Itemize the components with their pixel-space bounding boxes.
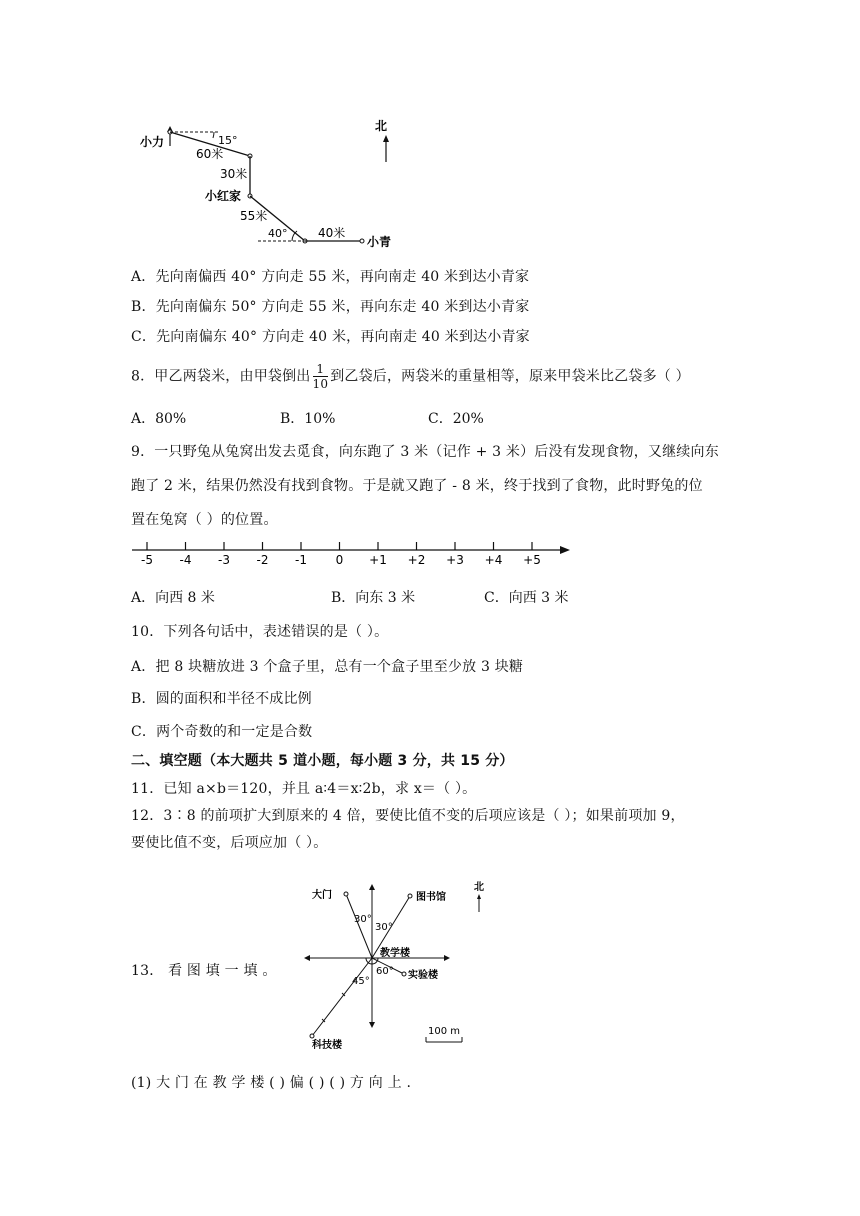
q11: 11．已知 a×b＝120，并且 a∶4＝x∶2b，求 x＝（ ）。 — [131, 781, 477, 797]
q10-option-b: B．圆的面积和半径不成比例 — [131, 691, 312, 707]
q12-line-2: 要使比值不变，后项应加（ ）。 — [131, 835, 328, 851]
q8-option-b: B．10% — [280, 411, 336, 427]
q9-line-1: 9．一只野兔从兔窝出发去觅食，向东跑了 3 米（记作 + 3 米）后没有发现食物，又继续向东 — [131, 444, 719, 460]
q13-sub-1: (1) 大 门 在 教 学 楼 ( ) 偏 ( ) ( ) 方 向 上 . — [131, 1075, 412, 1091]
dist-55: 55米 — [240, 209, 268, 223]
campus-map — [296, 876, 496, 1056]
angle-45: 45° — [352, 976, 370, 987]
number-line-tick-label: +1 — [369, 553, 387, 567]
north-label: 北 — [374, 119, 388, 133]
xiaoqing-label: 小青 — [367, 235, 392, 249]
number-line-tick-label: -2 — [256, 553, 269, 567]
dist-60: 60米 — [196, 147, 224, 161]
north-label-2: 北 — [474, 882, 484, 893]
q8-stem — [131, 362, 690, 391]
q8-fraction — [313, 362, 329, 391]
number-line-tick-label: -1 — [295, 553, 307, 567]
number-line-tick-label: 0 — [335, 553, 344, 567]
q9-option-b: B．向东 3 米 — [331, 590, 416, 606]
q8-stem-post: 到乙袋后，两袋米的重量相等，原来甲袋米比乙袋多（ ） — [330, 368, 690, 385]
number-line-tick-label: +2 — [407, 553, 426, 567]
angle-15: 15° — [218, 134, 238, 147]
lab-label: 实验楼 — [408, 970, 438, 981]
number-line-tick-label: +4 — [484, 553, 503, 567]
q7-option-c: C．先向南偏东 40° 方向走 40 米，再向南走 40 米到达小青家 — [131, 329, 530, 345]
q8-stem-pre: 8．甲乙两袋米，由甲袋倒出 — [131, 368, 311, 385]
library-label: 图书馆 — [416, 892, 446, 903]
q9-option-c: C．向西 3 米 — [484, 590, 569, 606]
q10-option-c: C．两个奇数的和一定是合数 — [131, 724, 313, 740]
angle-40: 40° — [268, 227, 288, 240]
q7-option-b: B．先向南偏东 50° 方向走 55 米，再向东走 40 米到达小青家 — [131, 299, 530, 315]
q13-label: 13． 看 图 填 一 填 。 — [131, 963, 277, 979]
q10-stem: 10．下列各句话中，表述错误的是（ ）。 — [131, 624, 389, 640]
dist-30: 30米 — [220, 167, 248, 181]
angle-30-left: 30° — [354, 914, 372, 925]
dist-40: 40米 — [318, 226, 346, 240]
xiaoli-label: 小力 — [140, 135, 165, 149]
q8-option-c: C．20% — [428, 411, 484, 427]
route-diagram — [130, 110, 420, 255]
scale-label: 100 m — [428, 1026, 461, 1037]
number-line-tick-label: -4 — [179, 553, 192, 567]
number-line-tick-label: -3 — [218, 553, 230, 567]
q7-option-a: A．先向南偏西 40° 方向走 55 米，再向南走 40 米到达小青家 — [131, 269, 530, 285]
xiaohong-label: 小红家 — [205, 189, 242, 203]
q8-fraction-num: 1 — [313, 362, 329, 377]
teaching-label: 教学楼 — [380, 948, 410, 959]
q12-line-1: 12．3∶8 的前项扩大到原来的 4 倍，要使比值不变的后项应该是（ ）；如果前项加 9， — [131, 808, 685, 824]
number-line-tick-label: -5 — [141, 553, 153, 567]
q9-option-a: A．向西 8 米 — [131, 590, 215, 606]
q9-line-3: 置在兔窝（ ）的位置。 — [131, 512, 278, 528]
number-line — [128, 532, 578, 572]
gate-label: 大门 — [312, 890, 332, 901]
q8-option-a: A．80% — [131, 411, 187, 427]
section-2-heading: 二、填空题（本大题共 5 道小题，每小题 3 分，共 15 分） — [131, 753, 514, 769]
angle-30-right: 30° — [375, 922, 393, 933]
number-line-tick-label: +3 — [446, 553, 464, 567]
angle-60: 60° — [376, 966, 394, 977]
q9-line-2: 跑了 2 米，结果仍然没有找到食物。于是就又跑了 - 8 米，终于找到了食物，此时野兔的位 — [131, 478, 703, 494]
number-line-tick-label: +5 — [523, 553, 541, 567]
tech-label: 科技楼 — [312, 1040, 342, 1051]
q10-option-a: A．把 8 块糖放进 3 个盒子里，总有一个盒子里至少放 3 块糖 — [131, 659, 524, 675]
q8-fraction-den: 10 — [312, 377, 329, 391]
